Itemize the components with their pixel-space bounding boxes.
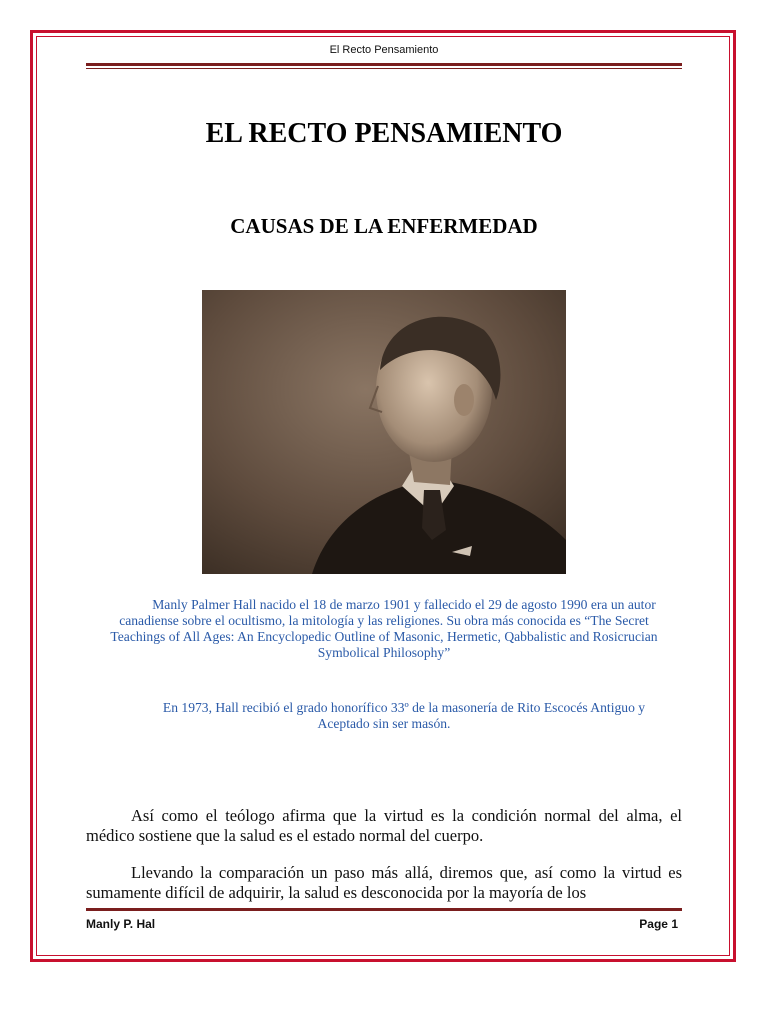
header-rule [86,63,682,66]
footer-author: Manly P. Hal [86,917,156,931]
document-title: EL RECTO PENSAMIENTO [205,118,563,149]
portrait-caption-bio: Manly Palmer Hall nacido el 18 de marzo 1901 y fallecido el 29 de agosto 1990 era un autor canadiense sobre el ocultismo, la mitología y las religiones. Su obra más conocida es “The Secret Teachings of All Ages: An Encyclopedic Outline of Masonic, Hermetic, Qabbalistic and Rosicrucian Symbolical Philosophy” [110,597,658,660]
document-subtitle: CAUSAS DE LA ENFERMEDAD [230,214,538,238]
footer-rule [86,908,682,911]
author-portrait [202,290,566,574]
portrait-image [202,290,566,574]
header-rule-thin [86,68,682,69]
page-number: Page 1 [639,917,678,931]
body-paragraph: Llevando la comparación un paso más allá, diremos que, así como la virtud es sumamente difícil de adquirir, la salud es desconocida por la mayoría de los [86,863,682,902]
body-paragraph: Así como el teólogo afirma que la virtud es la condición normal del alma, el médico sostiene que la salud es el estado normal del cuerpo. [86,806,682,845]
portrait-caption-honor: En 1973, Hall recibió el grado honorífico 33º de la masonería de Rito Escocés Antiguo y Aceptado sin ser masón. [162,700,646,731]
running-header: El Recto Pensamiento [329,44,439,56]
